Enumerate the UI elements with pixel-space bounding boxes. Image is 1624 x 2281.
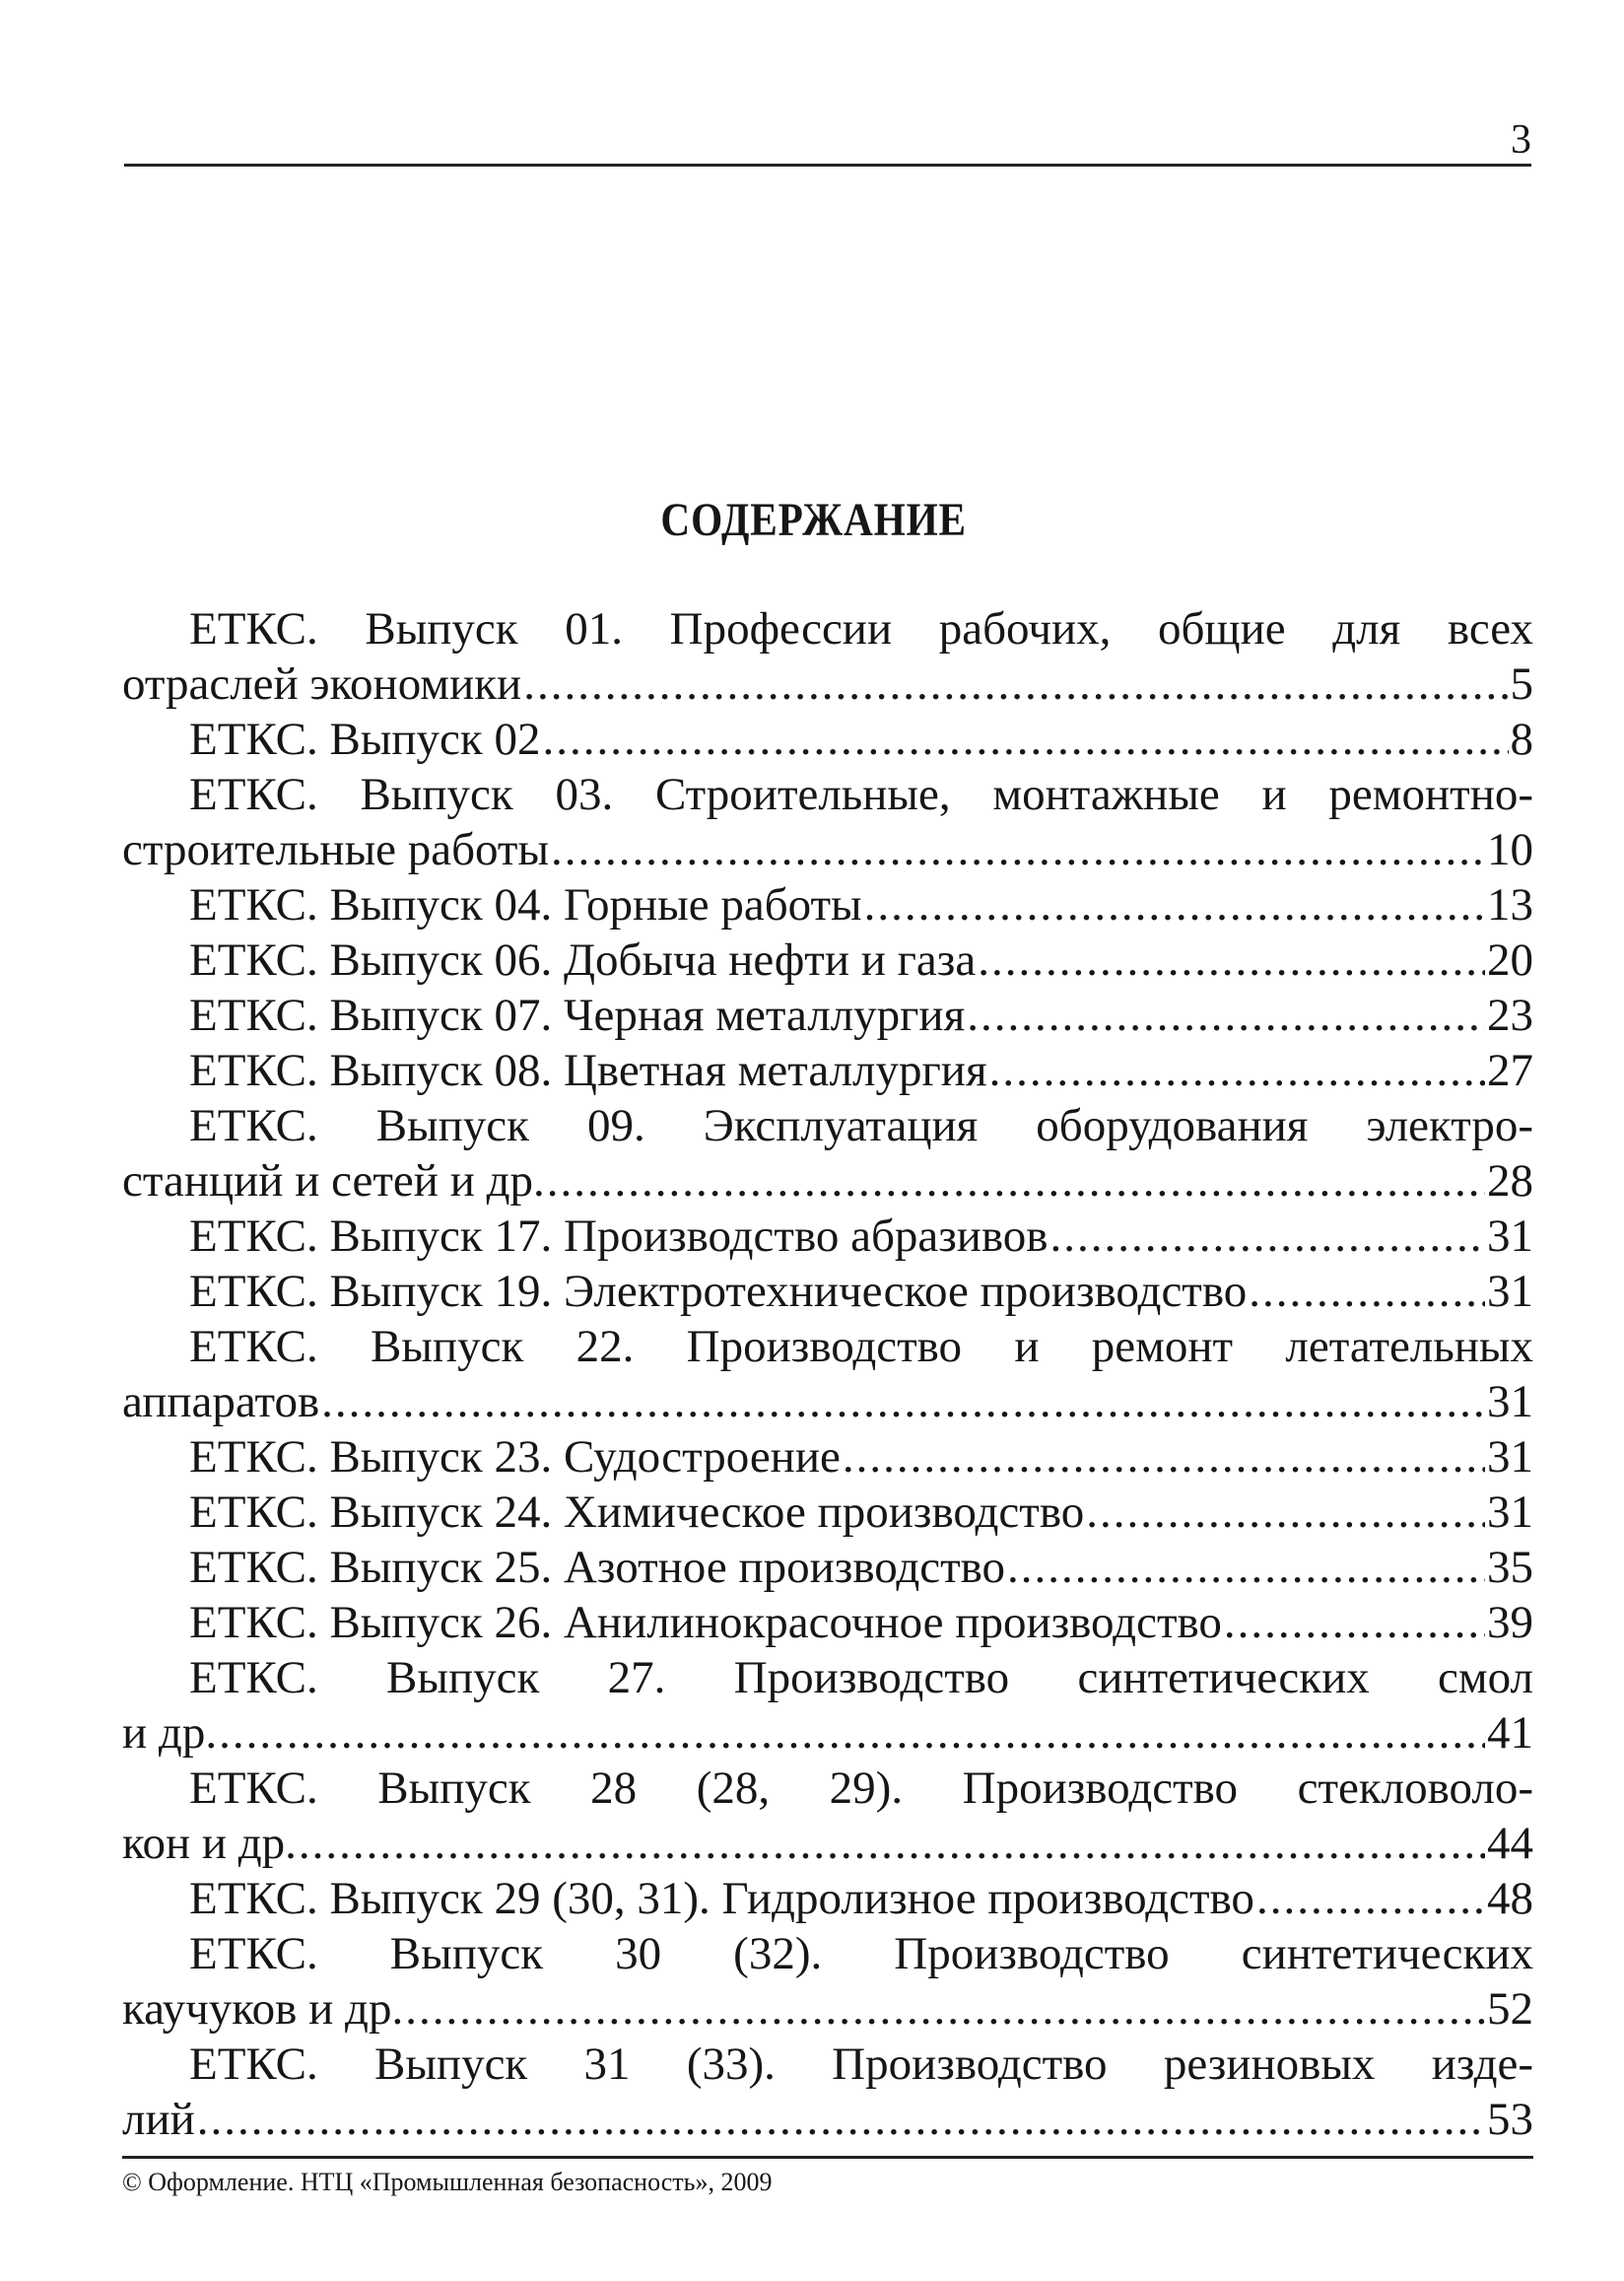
toc-entry[interactable] xyxy=(122,2037,1533,2147)
toc-entry-title-line: каучуков и др. xyxy=(122,1983,404,2035)
toc-entry-last-line xyxy=(122,1871,1533,1926)
toc-entry-last-line xyxy=(122,1705,1533,1761)
toc-entry-last-line xyxy=(122,988,1533,1043)
toc-entry[interactable] xyxy=(122,1595,1533,1650)
toc-page-number: 31 xyxy=(1487,1210,1533,1262)
dot-leader xyxy=(321,1374,1485,1429)
toc-page-number: 20 xyxy=(1487,934,1533,986)
toc-entry-title-line: ЕТКС. Выпуск 25. Азотное производство xyxy=(189,1542,1006,1593)
dot-leader xyxy=(299,1816,1485,1871)
dot-leader xyxy=(1249,1264,1485,1319)
toc-entry-last-line xyxy=(122,2092,1533,2147)
toc-entry-title-line: и др. xyxy=(122,1707,218,1759)
toc-entry[interactable] xyxy=(122,1043,1533,1098)
toc-entry[interactable] xyxy=(122,933,1533,988)
toc-entry-last-line xyxy=(122,1540,1533,1595)
toc-entry-title-line: ЕТКС. Выпуск 30 (32). Производство синтетических xyxy=(189,1928,1533,1979)
toc-entry[interactable] xyxy=(122,1485,1533,1540)
toc-entry-title-line: ЕТКС. Выпуск 03. Строительные, монтажные и ремонтно- xyxy=(189,769,1533,820)
toc-entry-title-line: ЕТКС. Выпуск 08. Цветная металлургия xyxy=(189,1045,987,1096)
dot-leader xyxy=(978,933,1485,988)
toc-entry-title-line: отраслей экономики xyxy=(122,658,522,710)
toc-entry-last-line xyxy=(122,712,1533,767)
toc-page-number: 35 xyxy=(1487,1542,1533,1593)
dot-leader xyxy=(1007,1540,1485,1595)
toc-entry-last-line xyxy=(122,657,1533,712)
dot-leader xyxy=(989,1043,1485,1098)
dot-leader xyxy=(1086,1485,1485,1540)
toc-page-number: 23 xyxy=(1487,990,1533,1041)
toc-entry[interactable] xyxy=(122,712,1533,767)
toc-entry-last-line xyxy=(122,1374,1533,1429)
toc-entry-last-line xyxy=(122,822,1533,877)
toc-entry[interactable] xyxy=(122,767,1533,877)
dot-leader xyxy=(1224,1595,1485,1650)
toc-page-number: 13 xyxy=(1487,879,1533,931)
footer-rule xyxy=(122,2156,1533,2159)
toc-entry-last-line xyxy=(122,877,1533,933)
toc-entry-last-line xyxy=(122,1816,1533,1871)
toc-entry-title-line: ЕТКС. Выпуск 06. Добыча нефти и газа xyxy=(189,934,977,986)
toc-page-number: 48 xyxy=(1487,1873,1533,1924)
dot-leader xyxy=(843,1429,1485,1485)
toc-entry-title-line: ЕТКС. Выпуск 09. Эксплуатация оборудования электро- xyxy=(189,1100,1533,1151)
toc-entry-title-line: ЕТКС. Выпуск 26. Анилинокрасочное производство xyxy=(189,1597,1222,1648)
toc-page-number: 44 xyxy=(1487,1818,1533,1869)
toc-page-number: 31 xyxy=(1487,1376,1533,1427)
toc-entry-title-line: ЕТКС. Выпуск 24. Химическое производство xyxy=(189,1486,1085,1538)
toc-entry-title-line: ЕТКС. Выпуск 04. Горные работы xyxy=(189,879,862,931)
page-number: 3 xyxy=(1511,117,1531,163)
copyright-footer: © Оформление. НТЦ «Промышленная безопасность», 2009 xyxy=(122,2168,773,2196)
toc-entry-title-line: ЕТКС. Выпуск 01. Профессии рабочих, общие для всех xyxy=(189,603,1533,655)
toc-entry-title-line: ЕТКС. Выпуск 07. Черная металлургия xyxy=(189,990,966,1041)
toc-entry-last-line xyxy=(122,1043,1533,1098)
toc-page-number: 52 xyxy=(1487,1983,1533,2035)
toc-page-number: 10 xyxy=(1487,824,1533,875)
toc-page-number: 39 xyxy=(1487,1597,1533,1648)
dot-leader xyxy=(551,822,1485,877)
table-of-contents xyxy=(122,601,1533,2147)
dot-leader xyxy=(197,2092,1485,2147)
dot-leader xyxy=(219,1705,1485,1761)
toc-entry[interactable] xyxy=(122,1098,1533,1209)
toc-entry-title-line: лий xyxy=(122,2094,195,2145)
toc-entry-last-line xyxy=(122,1153,1533,1209)
toc-entry[interactable] xyxy=(122,1429,1533,1485)
toc-entry[interactable] xyxy=(122,988,1533,1043)
toc-entry-title-line: ЕТКС. Выпуск 28 (28, 29). Производство стекловоло- xyxy=(189,1763,1533,1814)
toc-page-number: 27 xyxy=(1487,1045,1533,1096)
toc-entry-title-line: ЕТКС. Выпуск 02 xyxy=(189,714,541,765)
toc-entry-title-line: ЕТКС. Выпуск 31 (33). Производство резиновых изде- xyxy=(189,2039,1533,2090)
dot-leader xyxy=(967,988,1485,1043)
toc-entry-title-line: аппаратов xyxy=(122,1376,320,1427)
toc-entry-title-line: ЕТКС. Выпуск 29 (30, 31). Гидролизное производство xyxy=(189,1873,1254,1924)
dot-leader xyxy=(542,712,1508,767)
toc-page-number: 31 xyxy=(1487,1266,1533,1317)
dot-leader xyxy=(1256,1871,1485,1926)
toc-page-number: 8 xyxy=(1510,714,1533,765)
toc-entry-title-line: станций и сетей и др. xyxy=(122,1155,545,1207)
dot-leader xyxy=(547,1153,1485,1209)
toc-page-number: 28 xyxy=(1487,1155,1533,1207)
header-rule xyxy=(124,164,1531,167)
toc-entry[interactable] xyxy=(122,877,1533,933)
toc-entry-last-line xyxy=(122,1209,1533,1264)
dot-leader xyxy=(405,1981,1485,2037)
toc-entry-title-line: кон и др. xyxy=(122,1818,297,1869)
toc-entry-last-line xyxy=(122,933,1533,988)
toc-entry[interactable] xyxy=(122,1264,1533,1319)
toc-entry[interactable] xyxy=(122,1871,1533,1926)
toc-entry-last-line xyxy=(122,1595,1533,1650)
toc-entry[interactable] xyxy=(122,601,1533,712)
toc-entry[interactable] xyxy=(122,1761,1533,1871)
page-title: СОДЕРЖАНИЕ xyxy=(660,494,967,546)
toc-page-number: 5 xyxy=(1510,658,1533,710)
toc-entry-title-line: ЕТКС. Выпуск 22. Производство и ремонт летательных xyxy=(189,1321,1533,1372)
toc-entry-last-line xyxy=(122,1485,1533,1540)
toc-page-number: 31 xyxy=(1487,1431,1533,1483)
toc-page-number: 41 xyxy=(1487,1707,1533,1759)
toc-page-number: 31 xyxy=(1487,1486,1533,1538)
toc-entry-title-line: ЕТКС. Выпуск 17. Производство абразивов xyxy=(189,1210,1049,1262)
toc-entry[interactable] xyxy=(122,1650,1533,1761)
dot-leader xyxy=(523,657,1508,712)
toc-entry-title-line: ЕТКС. Выпуск 23. Судостроение xyxy=(189,1431,841,1483)
toc-entry[interactable] xyxy=(122,1540,1533,1595)
toc-entry-title-line: ЕТКС. Выпуск 27. Производство синтетических смол xyxy=(189,1652,1533,1703)
toc-page-number: 53 xyxy=(1487,2094,1533,2145)
toc-entry-last-line xyxy=(122,1429,1533,1485)
toc-entry[interactable] xyxy=(122,1209,1533,1264)
dot-leader xyxy=(1050,1209,1486,1264)
toc-entry[interactable] xyxy=(122,1319,1533,1429)
toc-entry-last-line xyxy=(122,1981,1533,2037)
dot-leader xyxy=(864,877,1485,933)
toc-entry-title-line: строительные работы xyxy=(122,824,550,875)
toc-entry-last-line xyxy=(122,1264,1533,1319)
toc-entry-title-line: ЕТКС. Выпуск 19. Электротехническое производство xyxy=(189,1266,1248,1317)
toc-entry[interactable] xyxy=(122,1926,1533,2037)
